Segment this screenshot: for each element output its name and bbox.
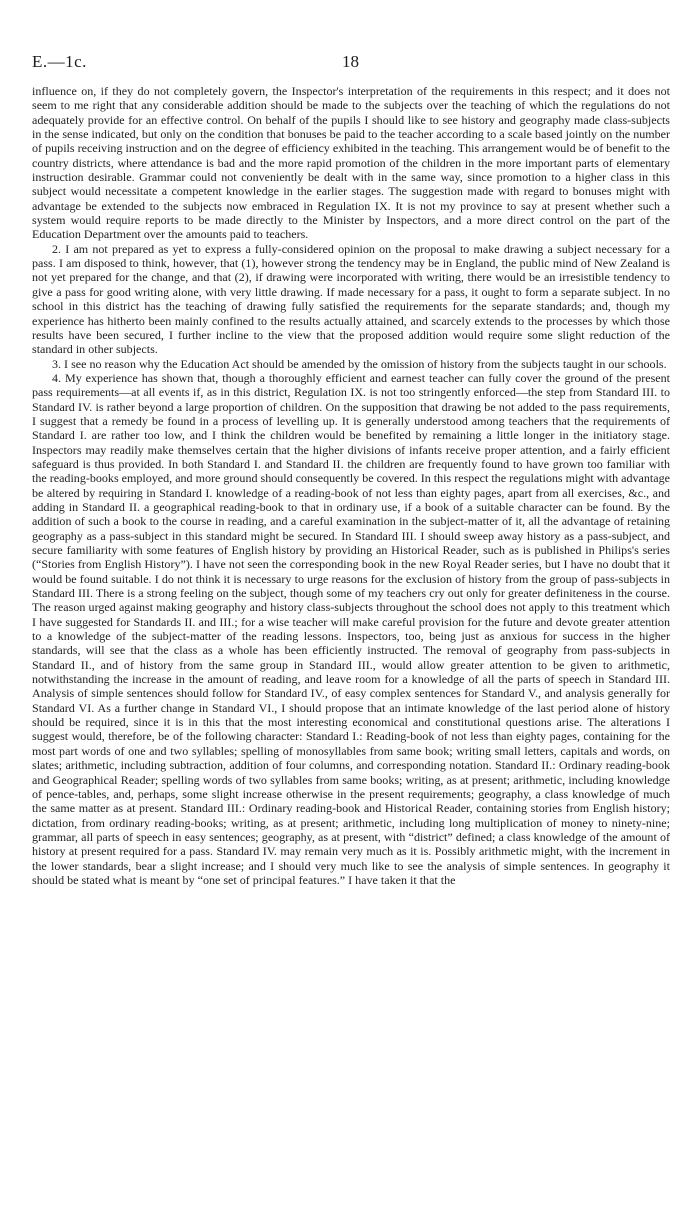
section-reference: E.—1c. bbox=[32, 52, 87, 71]
page-header bbox=[32, 52, 666, 78]
paragraph-4-standards: 4. My experience has shown that, though a thoroughly efficient and earnest teacher can fully cover the ground of the present pass requirements—at all events if, as in this district, Regulation IX. is not too stringently enforced—the step from Standard III. to Standard IV. is rather beyond a large proportion of children. On the supposition that drawing be not added to the pass requirements, I suggest that a remedy be found in a process of levelling up. It is generally understood among teachers that the requirements of Standard I. are rather too low, and I think the children would be benefited by remaining a little longer in the initiatory stage. Inspectors may readily make themselves certain that the higher divisions of infants receive proper attention, and a fairly efficient safeguard is thus provided. In both Standard I. and Standard II. the children are frequently found to have grown too familiar with the reading-books employed, and more ground should consequently be covered. In this respect the regulations might with advantage be altered by requiring in Standard I. knowledge of a reading-book of not less than eighty pages, apart from all exercises, &c., and adding in Standard II. a geographical reading-book to that in ordinary use, if a book of a suitable character can be found. By the addition of such a book to the course in reading, and a careful examination in the subject-matter of it, all the advantage of retaining geography as a pass-subject in this standard might be secured. In Standard III. I should sweep away history as a pass-subject, and secure familiarity with some features of English history by providing an Historical Reader, such as is published in Philips's series (“Stories from English History”). I have not seen the corresponding book in the new Royal Reader series, but I have no doubt that it would be found suitable. I do not think it is necessary to urge reasons for the exclusion of history from the group of pass-subjects in Standard III. There is a strong feeling on the subject, though some of my teachers cry out only for greater definiteness in the course. The reason urged against making geography and history class-subjects throughout the school does not apply to this treatment which I have suggested for Standards II. and III.; for a wise teacher will make careful provision for the future and devote greater attention to a knowledge of the subject-matter of the reading lessons. Inspectors, too, being just as anxious for success in the higher standards, will see that the class as a whole has been efficiently instructed. The removal of geography from pass-subjects in Standard II., and of history from the same group in Standard III., would allow greater attention to be given to arithmetic, notwithstanding the increase in the amount of reading, and leave room for a knowledge of all the parts of speech in Standard III. Analysis of simple sentences should follow for Standard IV., of easy complex sentences for Standard V., and analysis generally for Standard VI. As a further change in Standard VI., I should propose that an intimate knowledge of the last period alone of history should be required, since it is in this that the most interesting economical and constitutional questions arise. The alterations I suggest would, therefore, be of the following character: Standard I.: Reading-book of not less than eighty pages, containing for the most part words of one and two syllables; spelling of monosyllables from same book; writing small letters, capitals and words, on slates; arithmetic, including subtraction, addition of four columns, and corresponding notation. Standard II.: Ordinary reading-book and Geographical Reader; spelling words of two syllables from same books; writing, as at present; arithmetic, including knowledge of pence-tables, and, perhaps, some slight increase otherwise in the present requirements; geography, a class knowledge of much the same matter as at present. Standard III.: Ordinary reading-book and Historical Reader, containing stories from English history; dictation, from ordinary reading-books; writing, as at present; arithmetic, including long multiplication of money to ninety-nine; grammar, all parts of speech in easy sentences; geography, as at present, with “district” defined; a class knowledge of the amount of history at present required for a pass. Standard IV. may remain very much as it is. Possibly arithmetic might, with the increment in the lower standards, bear a slight increase; and I should very much like to see the analysis of simple sentences. In geography it should be stated what is meant by “one set of principal features.” I have taken it that the bbox=[32, 370, 670, 887]
body-text bbox=[32, 84, 670, 887]
paragraph-2-drawing: 2. I am not prepared as yet to express a fully-considered opinion on the proposal to make drawing a subject necessary for a pass. I am disposed to think, however, that (1), however strong the tendency may be in England, the public mind of New Zealand is not yet prepared for the change, and that (2), if drawing were incorporated with writing, there would be an irresistible tendency to give a pass for good writing alone, with very little drawing. If made necessary for a pass, it ought to form a separate subject. In no school in this district has the teaching of drawing fully satisfied the requirements for the separate standards; and, though my experience has hitherto been mainly confined to the results actually attained, and scarcely extends to the processes by which those results have been secured, I further incline to the view that the proposed addition would require some slight reduction of the standard in other subjects. bbox=[32, 241, 670, 357]
paragraph-continued: influence on, if they do not completely govern, the Inspector's interpretation of the requirements in this respect; and it does not seem to me right that any considerable addition should be made to the subjects over the teaching of which the regulations do not adequately provide for an effective control. On behalf of the pupils I should like to see history and geography made class-subjects in the sense indicated, but only on the condition that bonuses be paid to the teacher according to a scale based jointly on the number of pupils receiving instruction and on the degree of efficiency exhibited in the teaching. This arrangement would be of benefit to the country districts, where attendance is bad and the more rapid promotion of the children in the more important parts of elementary instruction desirable. Grammar could not conveniently be dealt with in the same way, since promotion to a higher class in this subject would necessitate a competent knowledge in the earlier stages. The suggestion made with regard to bonuses might with advantage be extended to the subjects now embraced in Regulation IX. It is not my province to say at present whether such a system would require reports to be made directly to the Minister by Inspectors, and a more direct control on the part of the Education Department over the amounts paid to teachers. bbox=[32, 84, 670, 242]
paragraph-3-history: 3. I see no reason why the Education Act should be amended by the omission of history from the subjects taught in our schools. bbox=[52, 356, 667, 371]
page-number: 18 bbox=[342, 52, 359, 71]
